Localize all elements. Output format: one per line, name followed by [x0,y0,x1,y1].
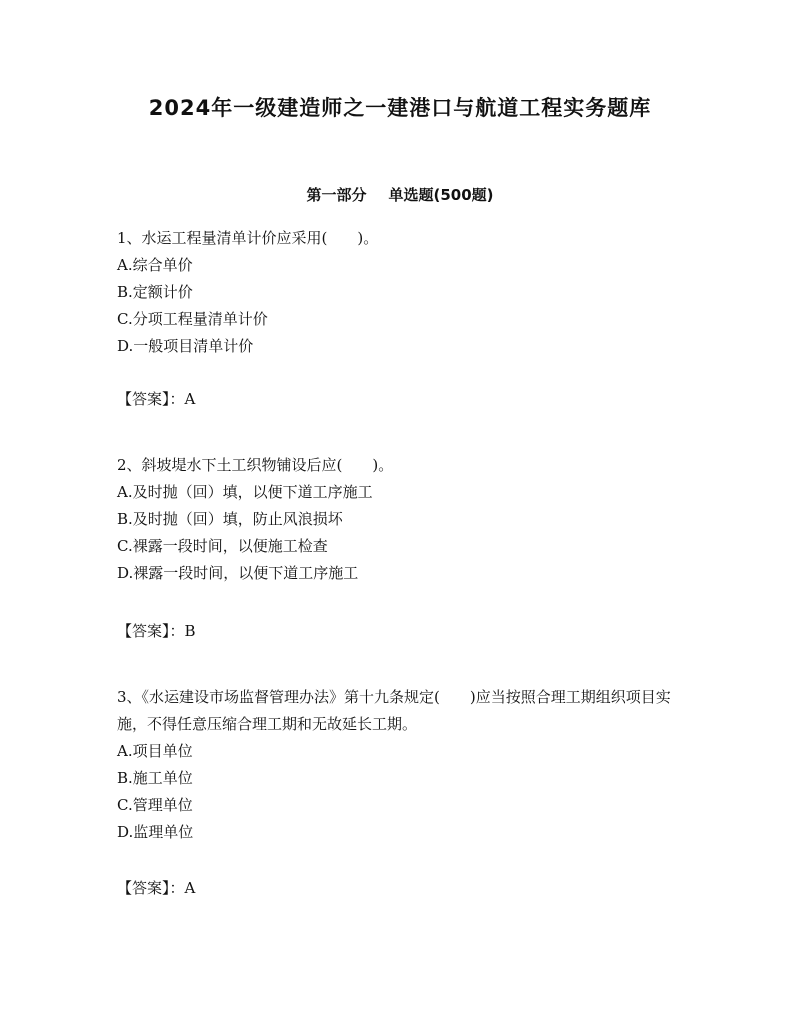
answer-1: 【答案】：A [117,390,196,408]
question-2 [117,452,697,587]
section-name: 单选题(500题) [388,186,494,204]
question-1 [117,225,697,360]
question-stem: 2、斜坡堤水下土工织物铺设后应( )。 [117,456,394,474]
question-stem: 3、《水运建设市场监督管理办法》第十九条规定( )应当按照合理工期组织项目实施，不得任意压缩合理工期和无故延长工期。 [117,688,671,733]
option-b: B.施工单位 [117,769,193,787]
option-a: A.及时抛（回）填，以便下道工序施工 [117,483,373,501]
option-d: D.裸露一段时间，以便下道工序施工 [117,564,359,582]
option-c: C.管理单位 [117,796,193,814]
answer-3: 【答案】：A [117,879,196,897]
option-b: B.及时抛（回）填，防止风浪损坏 [117,510,343,528]
document-title: 2024年一级建造师之一建港口与航道工程实务题库 [148,96,652,120]
answer-2: 【答案】：B [117,622,196,640]
option-c: C.裸露一段时间，以便施工检查 [117,537,328,555]
option-a: A.综合单价 [117,256,193,274]
option-a: A.项目单位 [117,742,193,760]
option-d: D.监理单位 [117,823,194,841]
question-stem: 1、水运工程量清单计价应采用( )。 [117,229,379,247]
option-c: C.分项工程量清单计价 [117,310,268,328]
option-b: B.定额计价 [117,283,193,301]
option-d: D.一般项目清单计价 [117,337,254,355]
question-3 [117,684,687,846]
section-part: 第一部分 [306,186,367,204]
section-heading [0,184,800,206]
